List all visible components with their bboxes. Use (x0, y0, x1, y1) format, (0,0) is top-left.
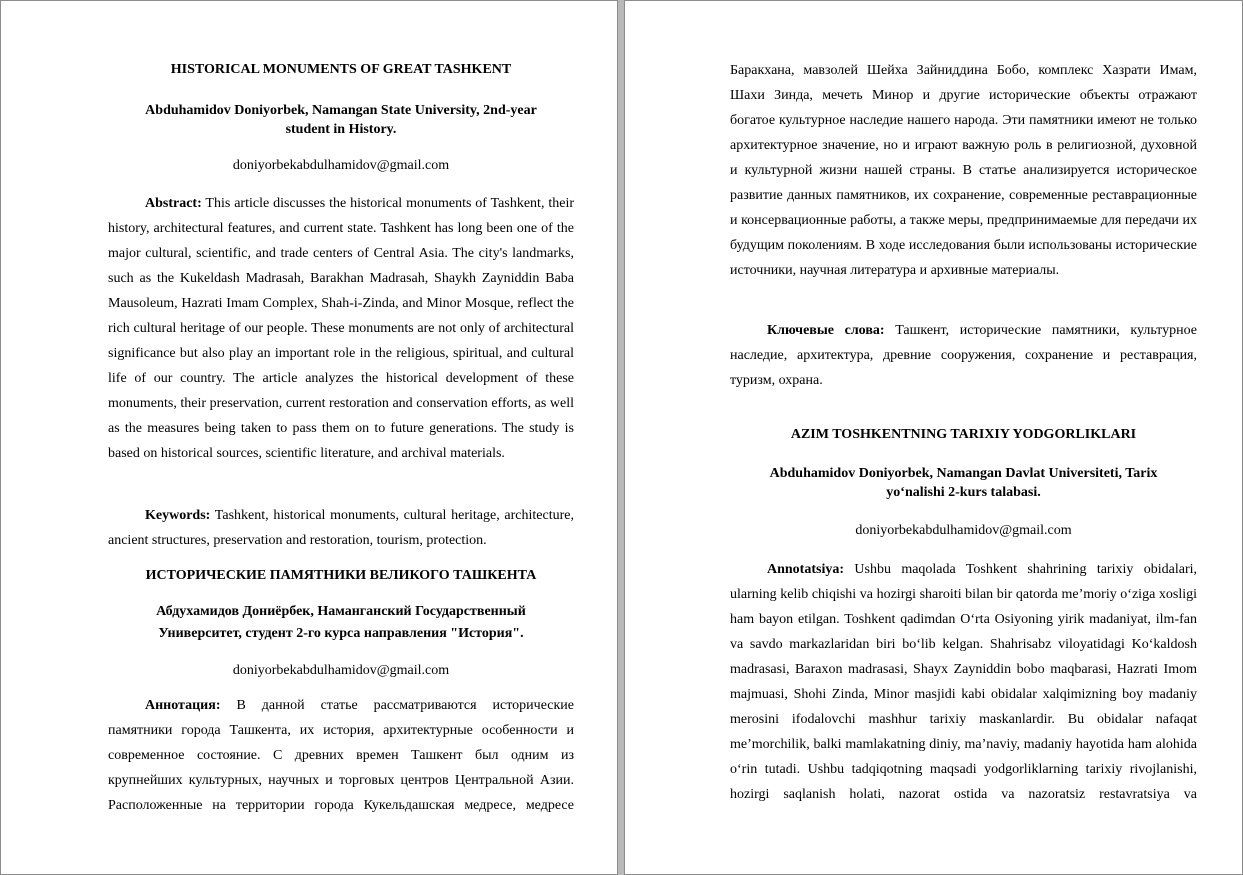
author-line: Университет, студент 2-го курса направления "История". (158, 626, 524, 641)
keywords-text: Ташкент, исторические памятники, культурное наследие, архитектура, древние сооружения, сохранение и реставрация, туризм, охрана. (730, 323, 1197, 388)
keywords-en (108, 503, 574, 553)
author-line: student in History. (285, 122, 397, 137)
author-email-uz: doniyorbekabdulhamidov@gmail.com (855, 523, 1072, 538)
abstract-text: This article discusses the historical monuments of Tashkent, their history, architectural features, and current state. Tashkent has long been one of the major cultural, scientific, and trade centers of Central Asia. The city's landmarks, such as the Kukeldash Madrasah, Barakhan Madrasah, Shaykh Zayniddin Baba Mausoleum, Hazrati Imam Complex, Shah-i-Zinda, and Minor Mosque, reflect the rich cultural heritage of our people. These monuments are not only of architectural significance but also play an important role in the religious, spiritual, and cultural life of our country. The article analyzes the historical development of these monuments, their preservation, current restoration and conservation efforts, as well as the measures being taken to pass them on to future generations. The study is based on historical sources, scientific literature, and archival materials. (108, 196, 574, 461)
article-title-en: HISTORICAL MONUMENTS OF GREAT TASHKENT (170, 62, 512, 77)
annotation-ru-continued: Баракхана, мавзолей Шейха Зайниддина Бобо, комплекс Хазрати Имам, Шахи Зинда, мечеть Минор и другие исторические объекты отражают богатое культурное наследие нашего народа. Эти памятники имеют не только архитектурное значение, но и играют важную роль в религиозной, духовной и культурной жизни нашей страны. В статье анализируется историческое развитие данных памятников, их сохранение, современные реставрационные и консервационные работы, а также меры, предпринимаемые для передачи их будущим поколениям. В ходе исследования были использованы исторические источники, научная литература и архивные материалы. (730, 63, 1197, 278)
abstract-en (108, 191, 574, 466)
author-line: Абдухамидов Дониёрбек, Наманганский Государственный (156, 604, 526, 619)
author-info-uz (730, 464, 1197, 502)
keywords-ru (730, 318, 1197, 393)
annotation-ru (108, 693, 574, 818)
author-info-en (108, 101, 574, 139)
document-page-left (1, 1, 617, 874)
document-page-right (625, 1, 1242, 874)
article-title-ru: ИСТОРИЧЕСКИЕ ПАМЯТНИКИ ВЕЛИКОГО ТАШКЕНТА (145, 568, 537, 583)
keywords-text: Tashkent, historical monuments, cultural heritage, architecture, ancient structures, preservation and restoration, tourism, protection. (108, 508, 574, 548)
article-title-uz: AZIM TOSHKENTNING TARIXIY YODGORLIKLARI (790, 427, 1137, 442)
keywords-label: Keywords: (145, 508, 211, 523)
author-line: yoʻnalishi 2-kurs talabasi. (886, 485, 1041, 500)
annotation-text: Ushbu maqolada Toshkent shahrining tarixiy obidalari, ularning kelib chiqishi va hozirgi sharoiti bilan bir qatorda meʼmoriy oʻziga xosligi ham bayon etilgan. Toshkent qadimdan Oʻrta Osiyoning yirik madaniyat, ilm-fan va savdo markazlaridan biri boʻlib kelgan. Shahrisabz viloyatidagi Koʻkaldosh madrasasi, Baraxon madrasasi, Shayx Zayniddin bobo maqbarasi, Hazrati Imom majmuasi, Shohi Zinda, Minor masjidi kabi obidalar xalqimizning boy madaniy merosini ifodalovchi mashhur tarixiy maskanlardir. Bu obidalar nafaqat meʼmorchilik, balki mamlakatning diniy, maʼnaviy, madaniy hayotida ham alohida oʻrin tutadi. Ushbu tadqiqotning maqsadi yodgorliklarning tarixiy rivojlanishi, hozirgi saqlanish holati, nazorat ostida va nazoratsiz restavratsiya va (730, 562, 1197, 802)
author-email-en: doniyorbekabdulhamidov@gmail.com (232, 158, 450, 173)
annotation-text: В данной статье рассматриваются исторические памятники города Ташкента, их история, архитектурные особенности и современное состояние. С древних времен Ташкент был одним из крупнейших культурных, научных и торговых центров Центральной Азии. Расположенные на территории города Кукельдашская медресе, медресе (108, 698, 574, 813)
author-line: Abduhamidov Doniyorbek, Namangan State University, 2nd-year (145, 103, 537, 118)
abstract-label: Abstract: (145, 196, 202, 211)
keywords-label: Ключевые слова: (767, 323, 885, 338)
annotation-uz (730, 557, 1197, 807)
author-line: Abduhamidov Doniyorbek, Namangan Davlat Universiteti, Tarix (769, 466, 1158, 481)
author-email-ru: doniyorbekabdulhamidov@gmail.com (232, 663, 450, 678)
annotation-label: Аннотация: (145, 698, 221, 713)
annotation-label: Annotatsiya: (767, 562, 845, 577)
author-info-ru (108, 601, 574, 645)
